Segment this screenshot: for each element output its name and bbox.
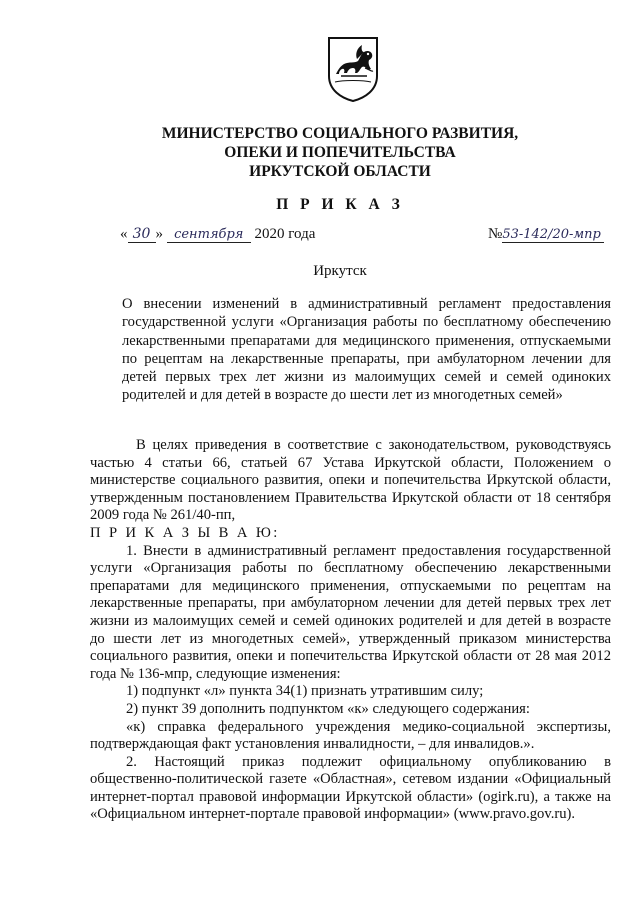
item-1-2-paragraph: 2) пункт 39 дополнить подпунктом «к» следующего содержания:: [126, 700, 530, 717]
number-prefix: №: [488, 226, 503, 242]
ministry-line-1: МИНИСТЕРСТВО СОЦИАЛЬНОГО РАЗВИТИЯ,: [161, 125, 519, 142]
order-body: [90, 437, 611, 824]
item-2-paragraph: 2. Настоящий приказ подлежит официальному опубликованию в общественно-политической газете «Областная», сетевом издании «Официальный интернет-портал правовой информации Иркутской области» (ogirk.ru), а также на «Официальном интернет-портале правовой информации» (www.pravo.gov.ru).: [90, 753, 611, 823]
date-day: 30: [128, 226, 156, 243]
number-value: 53-142/20-мпр: [502, 227, 604, 243]
order-date: [120, 226, 315, 243]
date-month: сентября: [167, 227, 251, 243]
city: Иркутск: [313, 263, 367, 279]
preamble-paragraph: В целях приведения в соответствие с законодательством, руководствуясь частью 4 статьи 66, статьей 67 Устава Иркутской области, Положением о министерстве социального развития, опеки и попечительства Иркутской области, утвержденным постановлением Правительства Иркутской области от 18 сентября 2009 года № 261/40-пп,: [90, 437, 611, 524]
item-1-1-paragraph: 1) подпункт «л» пункта 34(1) признать утратившим силу;: [126, 683, 484, 700]
date-close-quote: »: [155, 226, 163, 242]
document-type: П Р И К А З: [276, 196, 404, 213]
ministry-line-3: ИРКУТСКОЙ ОБЛАСТИ: [249, 163, 431, 180]
order-word: П Р И К А З Ы В А Ю:: [90, 524, 280, 541]
ministry-line-2: ОПЕКИ И ПОПЕЧИТЕЛЬСТВА: [224, 144, 456, 161]
irkutsk-coat-of-arms-icon: [327, 36, 379, 102]
item-1-paragraph: 1. Внести в административный регламент предоставления государственной услуги «Организация работы по бесплатному обеспечению лекарственными препаратами для медицинского применения, отпускаемыми по рецептам на лекарственные препараты, при амбулаторном лечении для детей первых трех лет жизни из малоимущих семей и семей одиноких родителей и для детей в возрасте до шести лет из многодетных семей», утвержденный приказом министерства социального развития, опеки и попечительства Иркутской области от 28 мая 2012 года № 136-мпр, следующие изменения:: [90, 542, 611, 682]
order-subject: О внесении изменений в административный регламент предоставления государственной услуги «Организация работы по бесплатному обеспечению лекарственными препаратами для медицинского применения, отпускаемыми по рецептам на лекарственные препараты, при амбулаторном лечении для детей первых трех лет жизни из малоимущих семей и семей одиноких родителей и для детей в возрасте до шести лет из многодетных семей»: [122, 296, 611, 404]
date-open-quote: «: [120, 226, 128, 242]
date-year: 2020 года: [254, 226, 316, 242]
ministry-header: [90, 124, 590, 181]
coat-of-arms-icon: [327, 36, 379, 102]
item-1-2-text-paragraph: «к) справка федерального учреждения медико-социальной экспертизы, подтверждающая факт установления инвалидности, – для инвалидов.».: [90, 718, 611, 753]
order-number: [488, 226, 604, 243]
